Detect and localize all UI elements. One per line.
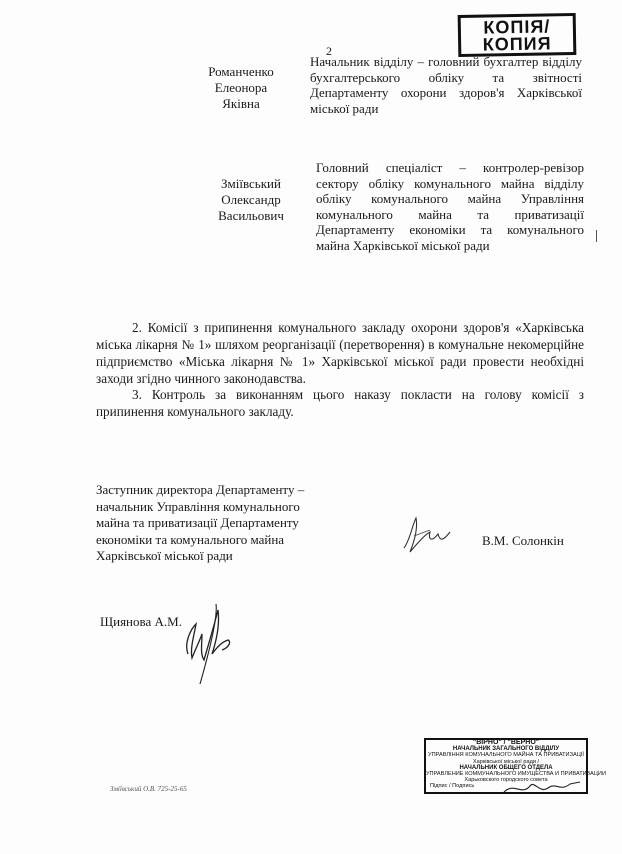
stamp-line: НАЧАЛЬНИК ОБЩЕГО ОТДЕЛА	[459, 764, 553, 771]
surname: Зміївський	[221, 176, 281, 191]
scan-mark	[596, 230, 597, 242]
signer-title-line: Заступник директора Департаменту –	[96, 482, 305, 497]
copy-stamp-line2: КОПИЯ	[482, 33, 552, 55]
stamp-header: "ВІРНО" / "ВЕРНО"	[472, 739, 540, 746]
stamp-line: УПРАВЛІННЯ КОМУНАЛЬНОГО МАЙНА ТА ПРИВАТИЗАЦІЇ	[428, 752, 584, 759]
member-role: Начальник відділу – головний бухгалтер відділу бухгалтерського обліку та звітності Департаменту охорони здоров'я Харківської міської ради	[310, 54, 582, 116]
patronymic: Яківна	[222, 96, 260, 111]
stamp-line: НАЧАЛЬНИК ЗАГАЛЬНОГО ВІДДІЛУ	[452, 746, 560, 753]
page-number: 2	[326, 44, 332, 58]
first-name: Елеонора	[214, 80, 268, 95]
stamp-line: Харківської міської ради /	[472, 758, 540, 765]
signer-title-line: економіки та комунального майна	[96, 531, 285, 547]
member-name	[204, 64, 278, 112]
copy-stamp-line1: КОПІЯ/	[483, 16, 551, 38]
stamp-line: Харьковского городского совета	[464, 777, 548, 784]
signer-title-line: начальник Управління комунального	[96, 498, 300, 514]
stamp-signature	[500, 776, 584, 800]
signer-name: В.М. Солонкін	[482, 533, 564, 548]
director-signature	[400, 512, 456, 556]
paragraph-3: 3. Контроль за виконанням цього наказу покласти на голову комісії з припинення комунального закладу.	[96, 387, 584, 419]
paragraph-2: 2. Комісії з припинення комунального закладу охорони здоров'я «Харківська міська лікарня № 1» шляхом реорганізації (перетворення) в комунальне некомерційне підприємство «Міська лікарня № 1» Харківської міської ради провести необхідні заходи згідно чинного законодавства.	[96, 320, 584, 386]
copy-stamp	[458, 13, 577, 57]
executor-signature	[178, 596, 242, 688]
patronymic: Васильович	[218, 208, 284, 223]
stamp-line: УПРАВЛЕНИЕ КОММУНАЛЬНОГО ИМУЩЕСТВА И ПРИВАТИЗАЦИИ	[426, 771, 606, 778]
surname: Романченко	[208, 64, 274, 79]
footer-note: Зміївський О.В. 725-25-65	[110, 785, 187, 793]
signer-title-line: майна та приватизації Департаменту	[96, 515, 299, 530]
executor-name: Щиянова А.М.	[100, 614, 182, 629]
member-role: Головний спеціаліст – контролер-ревізор сектору обліку комунального майна відділу обліку комунального майна Управління комунального майна та приватизації Департаменту економіки та комунального майна Харківської міської ради	[316, 160, 584, 253]
member-name	[213, 176, 289, 224]
signer-title	[96, 482, 332, 565]
first-name: Олександр	[221, 192, 281, 207]
signer-title-line: Харківської міської ради	[96, 548, 233, 563]
stamp-line: Підпис / Подпись	[430, 783, 475, 790]
